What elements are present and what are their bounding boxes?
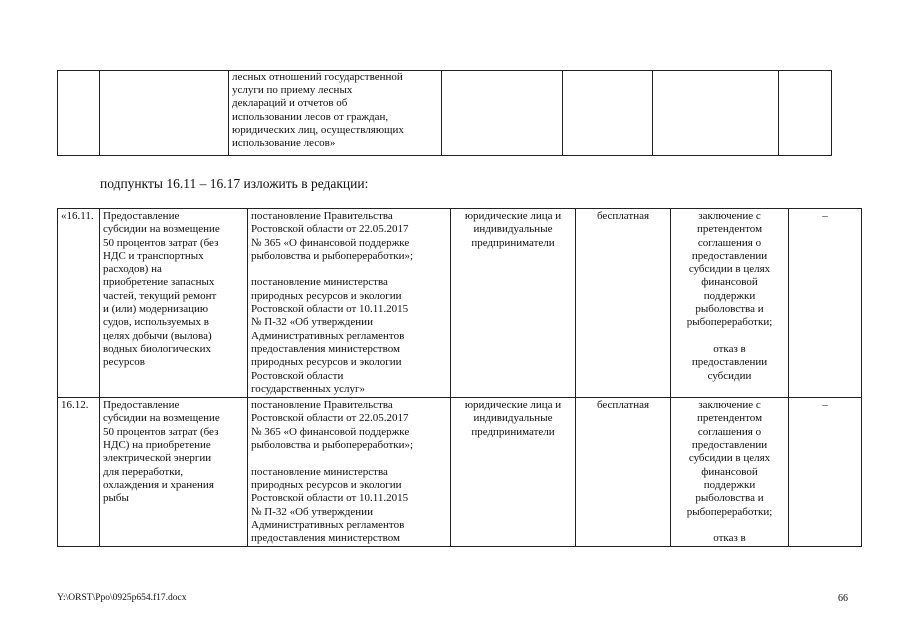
row-number: 16.12.	[58, 398, 100, 547]
document-path: Y:\ORST\Ppo\0925p654.f17.docx	[57, 593, 187, 603]
extra-info: –	[789, 398, 862, 547]
previous-table-fragment	[57, 70, 832, 156]
service-cost: бесплатная	[576, 398, 671, 547]
service-name: Предоставление субсидии на возмещение 50 процентов затрат (без НДС) на приобретение электрической энергии для переработки, охлаждения и хранения рыбы	[100, 398, 248, 547]
extra-info: –	[789, 209, 862, 398]
service-name-cell: лесных отношений государственной услуги по приему лесных деклараций и отчетов об использовании лесов от граждан, юридических лиц, осуществляющих использование лесов»	[229, 71, 442, 156]
amendment-instruction: подпункты 16.11 – 16.17 изложить в редакции:	[100, 176, 369, 191]
table-row	[58, 209, 862, 398]
service-name: Предоставление субсидии на возмещение 50 процентов затрат (без НДС и транспортных расходов) на приобретение запасных частей, текущий ремонт и (или) модернизацию судов, используемых в целях добычи (вылова) водных биологических ресурсов	[100, 209, 248, 398]
table-cell	[100, 71, 229, 156]
table-row	[58, 398, 862, 547]
services-table	[57, 208, 862, 547]
applicants: юридические лица и индивидуальные предприниматели	[451, 398, 576, 547]
legal-basis: постановление Правительства Ростовской области от 22.05.2017 № 365 «О финансовой поддержке рыболовства и рыбопереработки»; постановление министерства природных ресурсов и экологии Ростовской области от 10.11.2015 № П-32 «Об утверждении Административных регламентов предоставления министерством	[248, 398, 451, 547]
legal-basis: постановление Правительства Ростовской области от 22.05.2017 № 365 «О финансовой поддержке рыболовства и рыбопереработки»; постановление министерства природных ресурсов и экологии Ростовской области от 10.11.2015 № П-32 «Об утверждении Административных регламентов предоставления министерством природных ресурсов и экологии Ростовской области государственных услуг»	[248, 209, 451, 398]
table-cell	[653, 71, 779, 156]
table-cell	[779, 71, 832, 156]
service-cost: бесплатная	[576, 209, 671, 398]
table-cell	[563, 71, 653, 156]
page-number: 66	[838, 593, 848, 604]
service-result: заключение с претендентом соглашения о предоставлении субсидии в целях финансовой поддержки рыболовства и рыбопереработки; отказ в	[671, 398, 789, 547]
row-number: «16.11.	[58, 209, 100, 398]
service-result: заключение с претендентом соглашения о предоставлении субсидии в целях финансовой поддержки рыболовства и рыбопереработки; отказ в предоставлении субсидии	[671, 209, 789, 398]
table-cell	[58, 71, 100, 156]
applicants: юридические лица и индивидуальные предприниматели	[451, 209, 576, 398]
table-cell	[442, 71, 563, 156]
table-row	[58, 71, 832, 156]
